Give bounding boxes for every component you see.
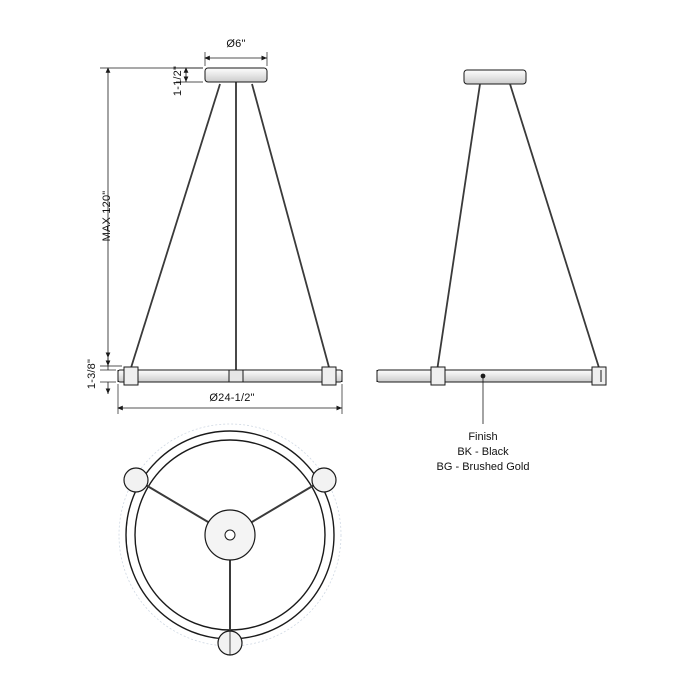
finish-callout-title: Finish [468, 431, 498, 443]
finish-option-black: BK - Black [457, 446, 509, 458]
dim-canopy-diameter [205, 52, 267, 66]
finish-callout [383, 430, 583, 475]
front-elevation-geometry [118, 68, 342, 385]
side-elevation-geometry [377, 70, 606, 385]
dim-label-canopy-diameter: Ø6" [226, 38, 246, 50]
finish-option-brushed-gold: BG - Brushed Gold [436, 461, 530, 473]
dim-label-max-drop: MAX 120" [101, 190, 113, 242]
dim-max-drop [100, 68, 203, 366]
dim-label-ring-diameter: Ø24-1/2" [209, 392, 255, 404]
dim-label-canopy-height: 1-1/2" [172, 65, 184, 97]
dim-label-ring-thickness: 1-3/8" [86, 358, 98, 390]
plan-view-geometry [119, 424, 341, 655]
dim-ring-thickness [100, 358, 116, 394]
